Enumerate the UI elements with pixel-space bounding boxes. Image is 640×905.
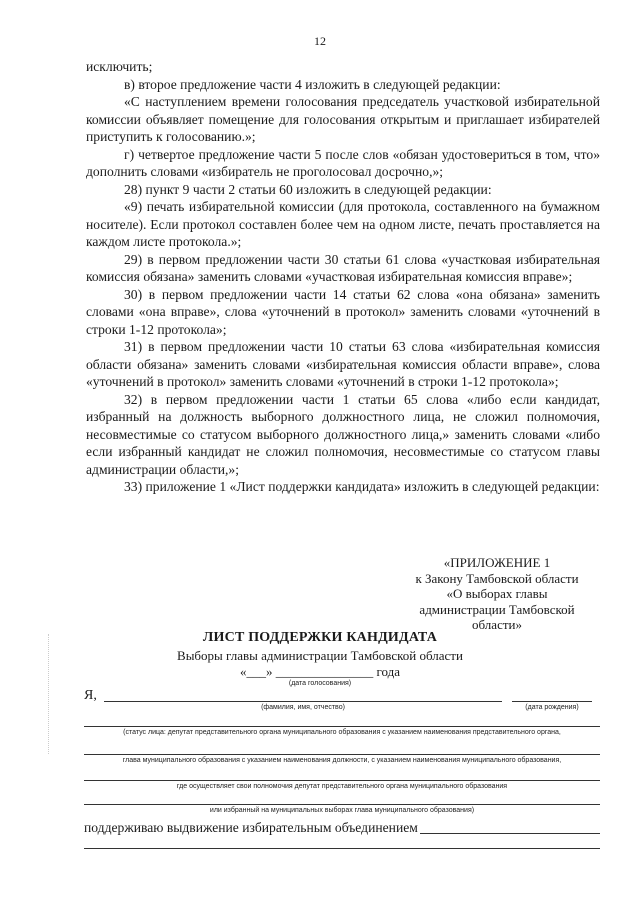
birth-caption: (дата рождения) <box>525 704 579 711</box>
date-caption: (дата голосования) <box>288 680 352 687</box>
head-caption: глава муниципального образования с указанием наименования должности, с указанием наименования муниципального образования, <box>122 757 562 764</box>
annex-line-2: к Закону Тамбовской области <box>415 570 579 586</box>
margin-mark <box>48 634 50 754</box>
date-line: «___» _______________ года <box>239 664 401 679</box>
fio-caption: (фамилия, имя, отчество) <box>261 704 345 711</box>
fio-line <box>104 701 502 702</box>
annex-line-5: области» <box>472 617 522 632</box>
permanent-caption: где осуществляет свои полномочия депутат представительного органа муниципального образования <box>176 783 508 790</box>
body-paragraph: 29) в первом предложении части 30 статьи 61 слова «участковая избирательная комиссия обязана» заменить словами «участковая избирательная комиссия вправе»; <box>86 251 600 284</box>
ya-label: Я, <box>84 688 97 703</box>
association-line <box>420 833 600 834</box>
support-text: поддерживаю выдвижение избирательным объединением <box>84 820 418 835</box>
body-paragraph: г) четвертое предложение части 5 после слов «обязан удостовериться в том, что» дополнить словами «избиратель не проголосовал досрочно,»; <box>86 146 600 179</box>
birth-line <box>512 701 592 702</box>
annex-line-3: «О выборах главы <box>446 586 548 601</box>
body-paragraph: «С наступлением времени голосования председатель участковой избирательной комиссии объявляет помещение для голосования открытым и приглашает избирателей приступить к голосованию.»; <box>86 94 600 144</box>
body-text <box>86 58 600 496</box>
body-paragraph: 30) в первом предложении части 14 статьи 62 слова «она обязана» заменить словами «она вправе», слова «уточнений в протокол» заменить словами «уточнений в строки 1-12 протокола»; <box>86 286 600 337</box>
page-number: 12 <box>314 34 326 48</box>
elected-line <box>84 804 600 805</box>
body-paragraph: 31) в первом предложении части 10 статьи 63 слова «избирательная комиссия области обязана» заменить словами «избирательная комиссия области вправе», слова «уточнений в протокол» заменить словами «уточнений в строки 1-12 протокола»; <box>86 339 600 389</box>
annex-line-4: администрации Тамбовской <box>419 601 575 617</box>
body-paragraph: исключить; <box>86 59 153 74</box>
body-paragraph: 33) приложение 1 «Лист поддержки кандидата» изложить в следующей редакции: <box>124 479 600 494</box>
form-subtitle: Выборы главы администрации Тамбовской области <box>177 648 463 663</box>
bottom-line <box>84 848 600 849</box>
annex-line-1: «ПРИЛОЖЕНИЕ 1 <box>443 555 551 570</box>
body-paragraph: 32) в первом предложении части 1 статьи 65 слова «либо если кандидат, избранный на должность выборного должностного лица, не сложил полномочия, несовместимые со статусом выборного должностного лица,» заменить словами «либо если избранный кандидат не сложил полномочия, несовместимые со статусом главы администрации области,»; <box>86 391 600 477</box>
elected-caption: или избранный на муниципальных выборах глава муниципального образования) <box>209 807 475 814</box>
permanent-line <box>84 780 600 781</box>
status-line <box>84 726 600 727</box>
form-title: ЛИСТ ПОДДЕРЖКИ КАНДИДАТА <box>202 630 438 645</box>
head-line <box>84 754 600 755</box>
body-paragraph: «9) печать избирательной комиссии (для протокола, составленного на бумажном носителе). Если протокол составлен более чем на одном листе, печать проставляется на каждом листе протокола.»; <box>86 199 600 249</box>
status-caption: (статус лица: депутат представительного органа муниципального образования с указанием наименования представительного органа, <box>123 729 561 736</box>
annex-header <box>392 555 602 633</box>
body-paragraph: 28) пункт 9 части 2 статьи 60 изложить в следующей редакции: <box>124 181 492 197</box>
body-paragraph: в) второе предложение части 4 изложить в следующей редакции: <box>124 76 501 92</box>
